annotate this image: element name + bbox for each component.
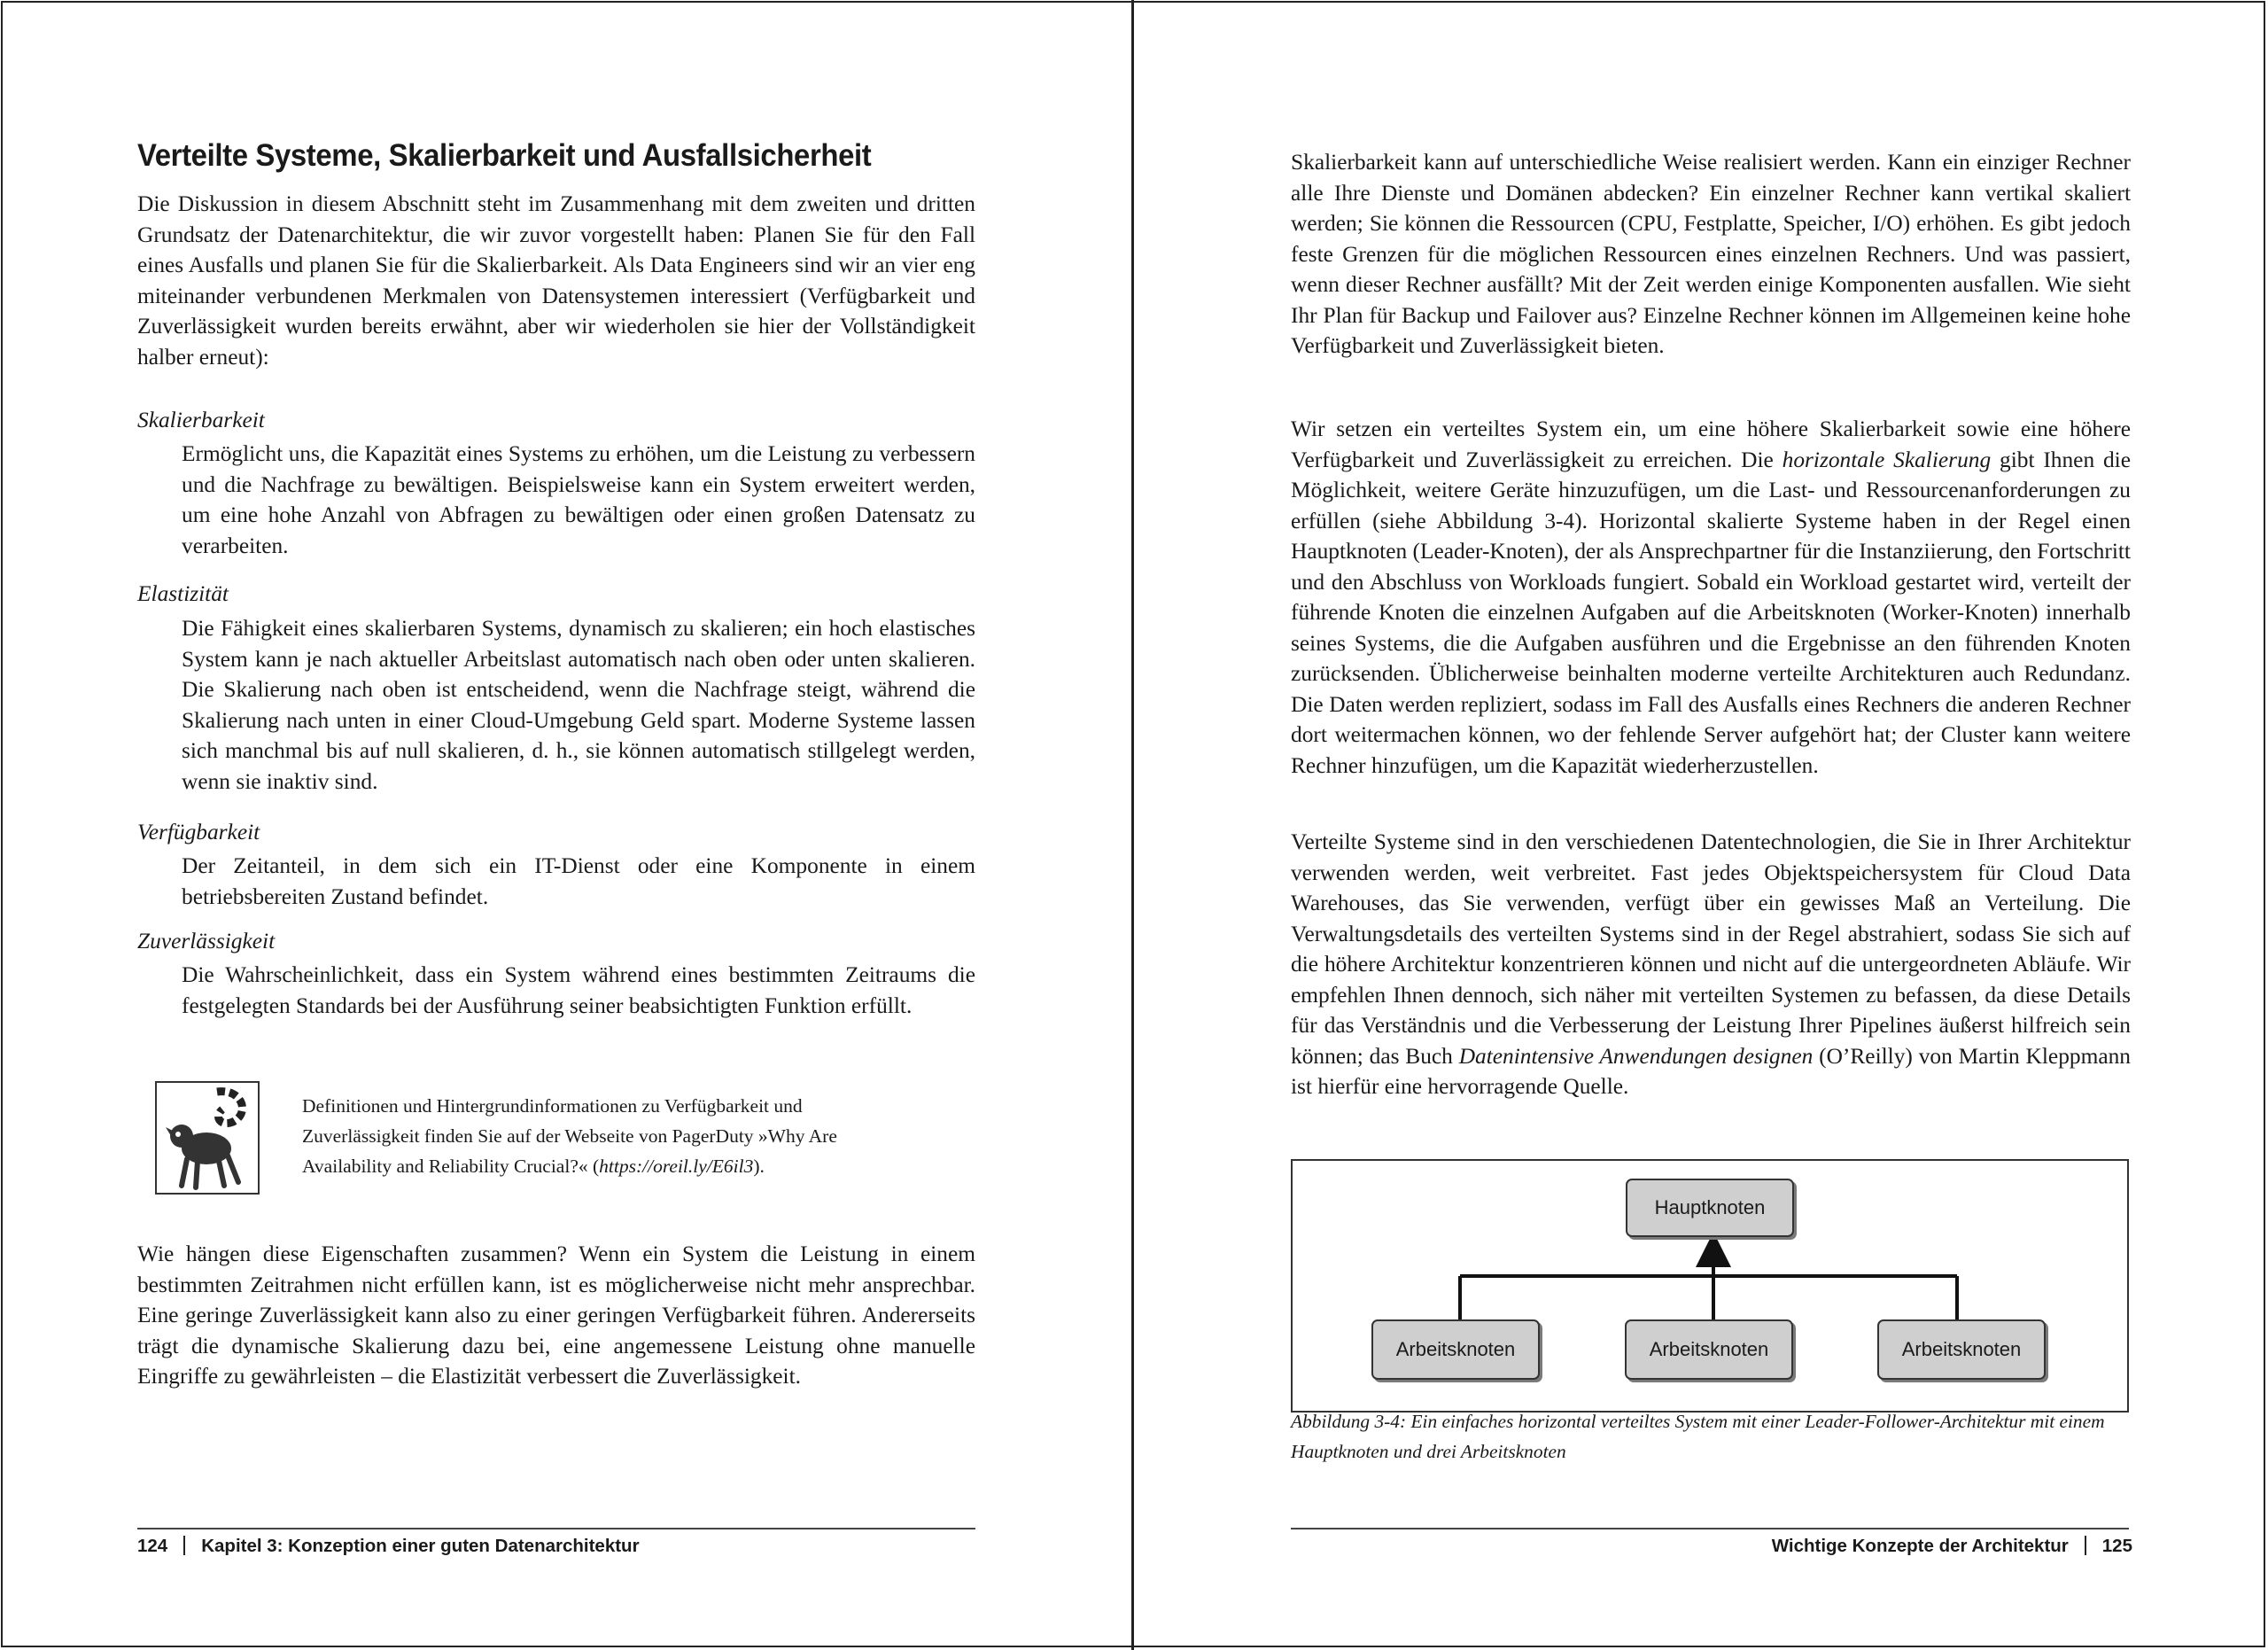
left-footer	[137, 1536, 640, 1557]
worker-node: Arbeitsknoten	[1371, 1319, 1540, 1380]
figure-caption: Abbildung 3-4: Ein einfaches horizontal verteiltes System mit einer Leader-Follower-Architektur mit einem Hauptknoten und drei Arbeitsknoten	[1291, 1411, 2105, 1462]
definition-scalability: Ermöglicht uns, die Kapazität eines Systems zu erhöhen, um die Leistung zu verbessern und die Nachfrage zu bewältigen. Beispielsweise kann ein System erweitert werden, um eine hohe Anzahl von Abfragen zu bewältigen oder einen großen Datensatz zu verarbeiten.	[182, 441, 975, 558]
paragraph-vertical-scaling: Skalierbarkeit kann auf unterschiedliche Weise realisiert werden. Kann ein einziger Rechner alle Ihre Dienste und Domänen abdecken? Ein einzelner Rechner kann vertikal skaliert werden; Sie können die Ressourcen (CPU, Festplatte, Speicher, I/O) erhöhen. Es gibt jedoch feste Grenzen für die möglichen Ressourcen eines einzelnen Rechners. Und was passiert, wenn dieser Rechner ausfällt? Mit der Zeit werden einige Komponenten ausfallen. Wie sieht Ihr Plan für Backup und Failover aus? Einzelne Rechner können im Allgemeinen keine hohe Verfügbarkeit und Zuverlässigkeit bieten.	[1291, 150, 2131, 358]
definition-elasticity: Die Fähigkeit eines skalierbaren Systems, dynamisch zu skalieren; ein hoch elastisches System kann je nach aktueller Arbeitslast automatisch nach oben oder unten skalieren. Die Skalierung nach oben ist entscheidend, wenn die Nachfrage steigt, während die Skalierung nach unten in einer Cloud-Umgebung Geld spart. Moderne Systeme lassen sich manchmal bis auf null skalieren, d. h., sie können automatisch stillgelegt werden, wenn sie inaktiv sind.	[182, 616, 975, 794]
paragraph-horizontal-scaling: Wir setzen ein verteiltes System ein, um eine höhere Skalierbarkeit sowie eine höhere Verfügbarkeit und Zuverlässigkeit zu erreichen. Die horizontale Skalierung gibt Ihnen die Möglichkeit, weitere Geräte hinzuzufügen, um die Last- und Ressourcenanforderungen zu erfüllen (siehe Abbildung 3-4). Horizontal skalierte Systeme haben in der Regel einen Hauptknoten (Leader-Knoten), der als Ansprechpartner für die Instanziierung, den Fortschritt und den Abschluss von Workloads fungiert. Sobald ein Workload gestartet wird, verteilt der führende Knoten die einzelnen Aufgaben auf die Arbeitsknoten (Worker-Knoten) innerhalb seines Systems, die die Aufgaben ausführen und die Ergebnisse an den führenden Knoten zurücksenden. Üblicherweise beinhalten moderne verteilte Architekturen auch Redundanz. Die Daten werden repliziert, sodass im Fall des Ausfalls eines Rechners die anderen Rechner dort weitermachen können, wo der fehlende Server aufgehört hat; der Cluster kann weitere Rechner hinzufügen, um die Kapazität wiederherzustellen.	[1291, 416, 2131, 778]
footer-rule	[137, 1528, 975, 1529]
page-number: 124	[137, 1536, 168, 1556]
intro-paragraph: Die Diskussion in diesem Abschnitt steht im Zusammenhang mit dem zweiten und dritten Grundsatz der Datenarchitektur, die wir zuvor vorgestellt haben: Planen Sie für den Fall eines Ausfalls und planen Sie für die Skalierbarkeit. Als Data Engineers sind wir an vier eng miteinander verbundenen Merkmalen von Datensystemen interessiert (Verfügbarkeit und Zuverlässigkeit wurden bereits erwähnt, aber wir wiederholen sie hier der Vollständigkeit halber erneut):	[137, 191, 975, 370]
chapter-title: Kapitel 3: Konzeption einer guten Datenarchitektur	[201, 1536, 640, 1556]
definition-reliability: Die Wahrscheinlichkeit, dass ein System während eines bestimmten Zeitraums die festgelegten Standards bei der Ausführung seiner beabsichtigten Funktion erfüllt.	[182, 962, 975, 1018]
book-spine	[1131, 0, 1134, 1650]
paragraph-distributed-systems: Verteilte Systeme sind in den verschiedenen Datentechnologien, die Sie in Ihrer Architektur verwenden werden, weit verbreitet. Fast jedes Objektspeichersystem für Cloud Data Warehouses, das Sie verwenden, verfügt über ein gewisses Maß an Verteilung. Die Verwaltungsdetails des verteilten Systems sind in der Regel abstrahiert, sodass Sie sich auf die höhere Architektur konzentrieren können und nicht auf die untergeordneten Abläufe. Wir empfehlen Ihnen dennoch, sich näher mit verteilten Systemen zu befassen, da diese Details für das Verständnis und die Verbesserung der Leistung Ihrer Pipelines äußerst hilfreich sein können; das Buch Datenintensive Anwendungen designen (O’Reilly) von Martin Kleppmann ist hierfür eine hervorragende Quelle.	[1291, 829, 2131, 1099]
section-title: Verteilte Systeme, Skalierbarkeit und Ausfallsicherheit	[137, 138, 872, 173]
worker-node: Arbeitsknoten	[1877, 1319, 2046, 1380]
footer-rule	[1291, 1528, 2129, 1529]
lemur-icon	[155, 1081, 261, 1196]
left-page	[137, 0, 975, 1650]
right-page	[1291, 0, 2131, 1650]
leader-node: Hauptknoten	[1626, 1179, 1794, 1237]
term-availability: Verfügbarkeit	[137, 820, 260, 844]
worker-node: Arbeitsknoten	[1625, 1319, 1793, 1380]
right-footer	[1772, 1536, 2132, 1557]
definition-availability: Der Zeitanteil, in dem sich ein IT-Dienst oder eine Komponente in einem betriebsbereiten Zustand befindet.	[182, 853, 975, 909]
page-number: 125	[2101, 1536, 2132, 1556]
term-elasticity: Elastizität	[137, 581, 229, 606]
note-text: Definitionen und Hintergrundinformationen zu Verfügbarkeit und Zuverlässigkeit finden Sie auf der Webseite von PagerDuty »Why Are Availability and Reliability Crucial?« (https://oreil.ly/E6il3).	[302, 1095, 837, 1177]
leader-follower-diagram	[1291, 1159, 2129, 1413]
closing-paragraph: Wie hängen diese Eigenschaften zusammen? Wenn ein System die Leistung in einem bestimmten Zeitrahmen nicht erfüllen kann, ist es möglicherweise nicht mehr ansprechbar. Eine geringe Zuverlässigkeit kann also zu einer geringen Verfügbarkeit führen. Andererseits trägt die dynamische Skalierung dazu bei, eine angemessene Leistung ohne manuelle Eingriffe zu gewährleisten – die Elastizität verbessert die Zuverlässigkeit.	[137, 1241, 975, 1389]
term-scalability: Skalierbarkeit	[137, 408, 265, 432]
note-link[interactable]: https://oreil.ly/E6il3	[599, 1155, 754, 1177]
section-name: Wichtige Konzepte der Architektur	[1771, 1536, 2069, 1556]
term-reliability: Zuverlässigkeit	[137, 929, 276, 953]
